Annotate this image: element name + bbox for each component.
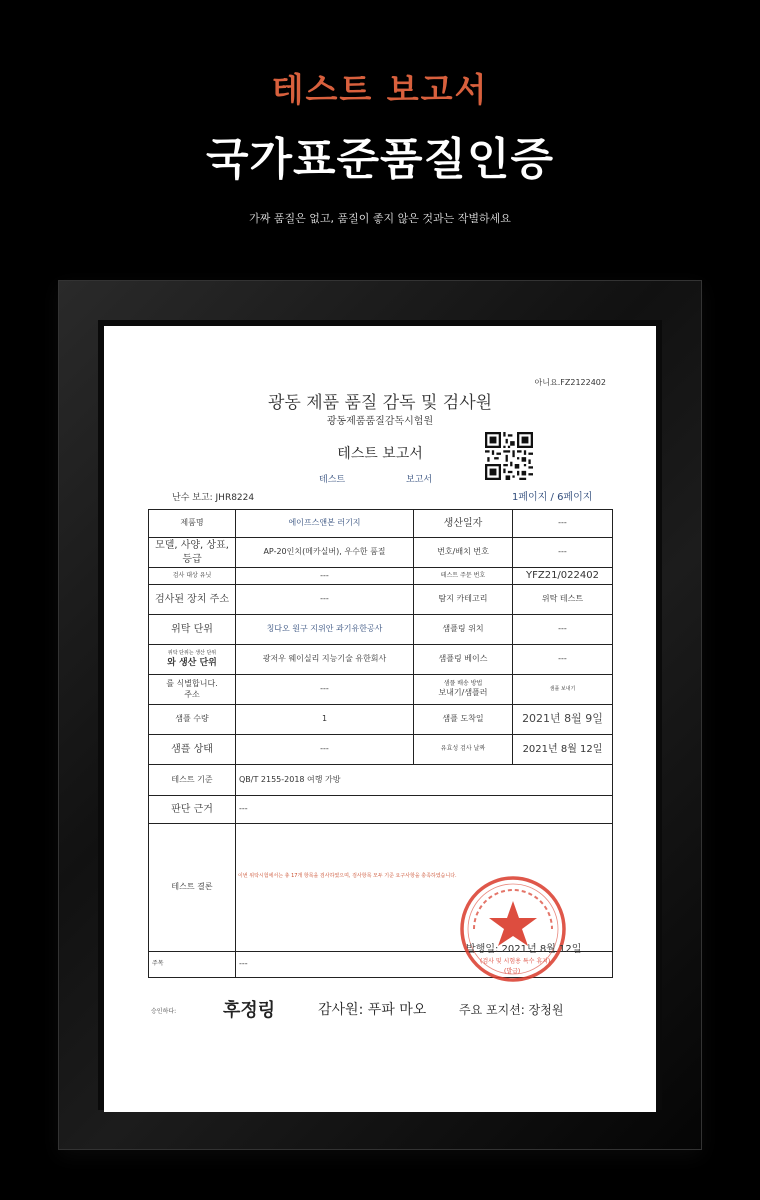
- table-cell: YFZ21/022402: [513, 568, 613, 585]
- table-cell: ---: [236, 735, 414, 765]
- organization-name: 광동 제품 품질 감독 및 검사원: [267, 393, 493, 413]
- table-cell: 유효성 검사 날짜: [414, 735, 513, 765]
- table-cell: 주목: [149, 952, 236, 978]
- identify-address: 주소: [184, 689, 200, 699]
- table-cell: 2021년 8월 12일: [513, 735, 613, 765]
- table-row: [149, 568, 613, 585]
- table-cell: 테스트 주문 번호: [414, 568, 513, 585]
- table-row: [149, 510, 613, 538]
- identify-label: 를 식별합니다.: [166, 678, 218, 688]
- page-subtitle: 가짜 품질은 없고, 품질이 좋지 않은 것과는 작별하세요: [249, 212, 511, 225]
- issue-date: 발행일: 2021년 8월 12일: [466, 944, 582, 955]
- table-row: [149, 615, 613, 645]
- table-row: [149, 538, 613, 568]
- table-cell: AP-20인치(메카실버), 우수한 품질: [236, 538, 414, 568]
- table-cell: ---: [513, 645, 613, 675]
- table-row: [149, 735, 613, 765]
- table-cell: 제품명: [149, 510, 236, 538]
- table-cell: ---: [236, 952, 613, 978]
- table-row: [149, 796, 613, 824]
- table-cell: 에이프스앤본 러기지: [236, 510, 414, 538]
- table-cell: ---: [513, 615, 613, 645]
- report-sub-left: 테스트: [319, 475, 346, 485]
- production-unit-hand: 와 생산 단위: [167, 657, 217, 668]
- main-inspector-name: 주요 포지션: 장청원: [459, 1003, 564, 1017]
- table-cell: 판단 근거: [149, 796, 236, 824]
- table-cell: 샘플링 위치: [414, 615, 513, 645]
- header-label: 테스트 보고서: [271, 70, 489, 109]
- table-cell: 샘플 수량: [149, 705, 236, 735]
- stamp-note: (검사 및 시험용 특수 휴지): [480, 958, 551, 965]
- table-cell: 모델, 사양, 상표, 등급: [149, 538, 236, 568]
- table-cell: 샘플 보내기: [513, 675, 613, 705]
- table-cell: ---: [236, 568, 414, 585]
- table-row: [149, 705, 613, 735]
- page-title: 국가표준품질인증: [205, 134, 555, 185]
- table-cell: 테스트 결론: [149, 824, 236, 952]
- table-cell: 검사된 장치 주소: [149, 585, 236, 615]
- delivery-label-1: 샘플 배송 방법: [443, 680, 483, 688]
- table-cell: [414, 675, 513, 705]
- table-cell: 생산일자: [414, 510, 513, 538]
- table-cell: 검사 대상 유닛: [149, 568, 236, 585]
- table-cell: 샘플 도착일: [414, 705, 513, 735]
- report-document: [104, 326, 656, 1112]
- page-info: 1페이지 / 6페이지: [512, 492, 593, 503]
- table-cell: ---: [236, 675, 414, 705]
- table-cell: 1: [236, 705, 414, 735]
- report-serial: 난수 보고: JHR8224: [172, 493, 255, 503]
- delivery-label-2: 보내기/샘플러: [438, 688, 488, 698]
- table-row: [149, 585, 613, 615]
- table-cell: ---: [513, 538, 613, 568]
- approver-label: 승인하다:: [151, 1008, 177, 1015]
- qr-code-icon: [485, 432, 533, 480]
- table-cell: [149, 675, 236, 705]
- production-unit-note: 위탁 단위는 생산 단위: [167, 650, 217, 657]
- table-cell: QB/T 2155-2018 여행 가방: [236, 765, 613, 796]
- approver-name: 후정링: [223, 1000, 276, 1021]
- table-row: [149, 645, 613, 675]
- table-cell: 번호/배치 번호: [414, 538, 513, 568]
- table-cell: 샘플 상태: [149, 735, 236, 765]
- table-cell: 샘플링 베이스: [414, 645, 513, 675]
- report-title: 테스트 보고서: [337, 446, 423, 462]
- table-row: [149, 675, 613, 705]
- table-cell: 테스트 기준: [149, 765, 236, 796]
- table-cell: [149, 645, 236, 675]
- table-cell: ---: [513, 510, 613, 538]
- table-cell: ---: [236, 796, 613, 824]
- stamp-issue: (발급): [504, 968, 521, 975]
- table-cell: 2021년 8월 9일: [513, 705, 613, 735]
- table-row: [149, 765, 613, 796]
- table-cell: 위탁 단위: [149, 615, 236, 645]
- organization-sub: 광동제품품질감독시험원: [326, 416, 434, 427]
- table-cell: ---: [236, 585, 414, 615]
- conclusion-text: 이번 위탁시험에서는 총 17개 항목을 검사하였으며, 검사항목 모두 기준 요구사항을 충족하였습니다.: [238, 873, 457, 879]
- report-sub-right: 보고서: [406, 475, 433, 485]
- table-cell: 위탁 테스트: [513, 585, 613, 615]
- table-cell: 광저우 웨이실리 지능기술 유한회사: [236, 645, 414, 675]
- table-cell: 탐지 카테고리: [414, 585, 513, 615]
- table-cell: 칭다오 원구 지위안 과기유한공사: [236, 615, 414, 645]
- signature-row: [104, 996, 656, 1026]
- document-number: 아니요.FZ2122402: [534, 378, 606, 387]
- inspector-name: 감사원: 푸파 마오: [318, 1002, 427, 1018]
